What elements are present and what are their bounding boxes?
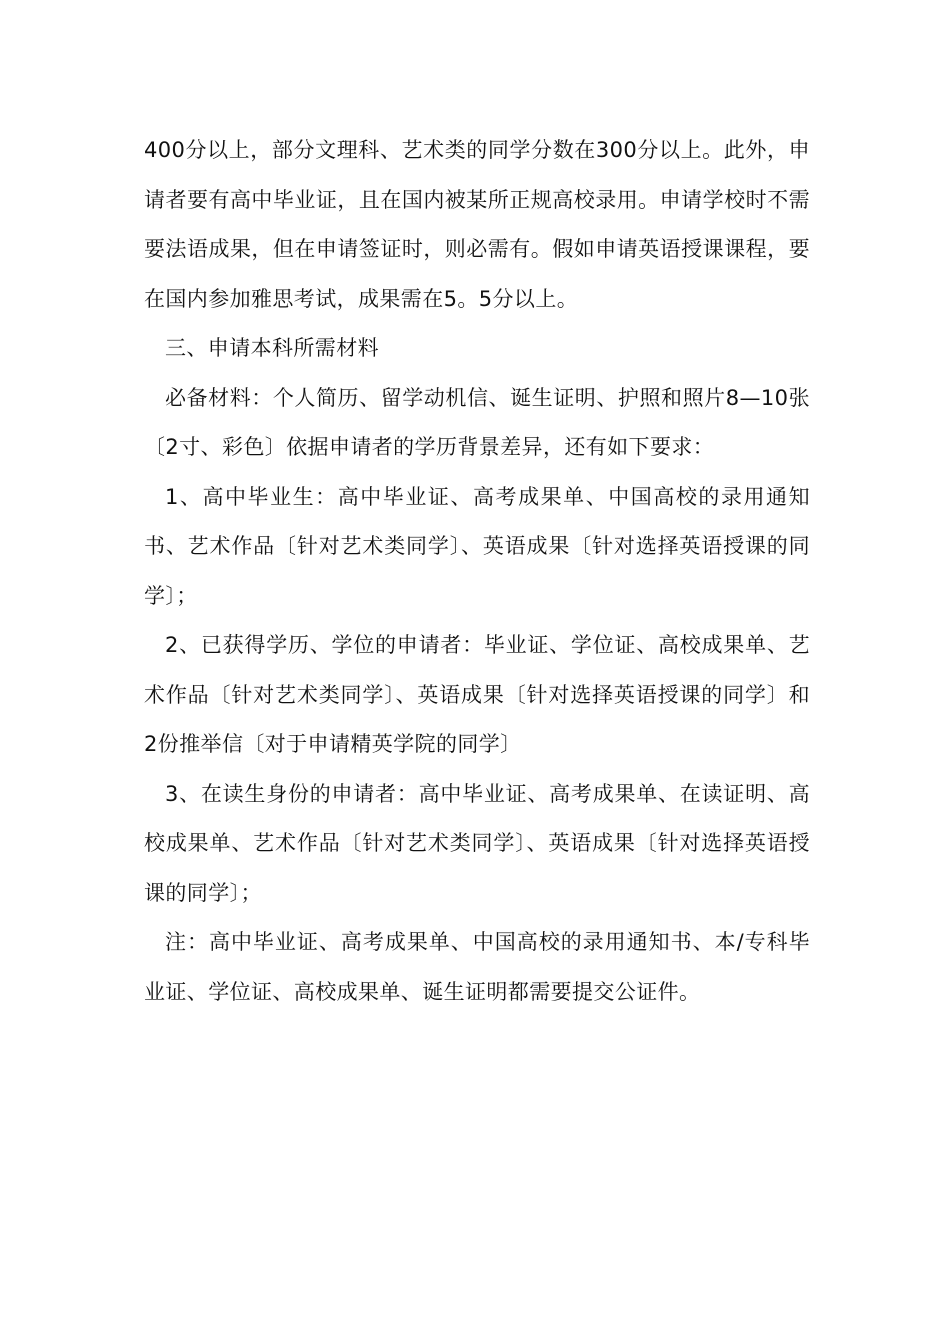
- paragraph-score-requirements: 400分以上，部分文理科、艺术类的同学分数在300分以上。此外，申请者要有高中毕业证，且在国内被某所正规高校录用。申请学校时不需要法语成果，但在申请签证时，则必需有。假如申请英语授课课程，要在国内参加雅思考试，成果需在5。5分以上。: [144, 138, 810, 311]
- section-heading-materials: 三、申请本科所需材料: [165, 336, 379, 360]
- list-item-degree-holders: 2、已获得学历、学位的申请者：毕业证、学位证、高校成果单、艺术作品〔针对艺术类同学〕、英语成果〔针对选择英语授课的同学〕和2份推举信〔对于申请精英学院的同学〕: [144, 633, 810, 756]
- document-body: [144, 126, 810, 1017]
- paragraph-note: 注：高中毕业证、高考成果单、中国高校的录用通知书、本/专科毕业证、学位证、高校成果单、诞生证明都需要提交公证件。: [144, 930, 810, 1004]
- list-item-high-school-graduates: 1、高中毕业生：高中毕业证、高考成果单、中国高校的录用通知书、艺术作品〔针对艺术类同学〕、英语成果〔针对选择英语授课的同学〕；: [144, 484, 810, 608]
- list-item-current-students: 3、在读生身份的申请者：高中毕业证、高考成果单、在读证明、高校成果单、艺术作品〔针对艺术类同学〕、英语成果〔针对选择英语授课的同学〕；: [144, 781, 810, 905]
- paragraph-required-materials: 必备材料：个人简历、留学动机信、诞生证明、护照和照片8—10张〔2寸、彩色〕依据申请者的学历背景差异，还有如下要求：: [144, 385, 810, 459]
